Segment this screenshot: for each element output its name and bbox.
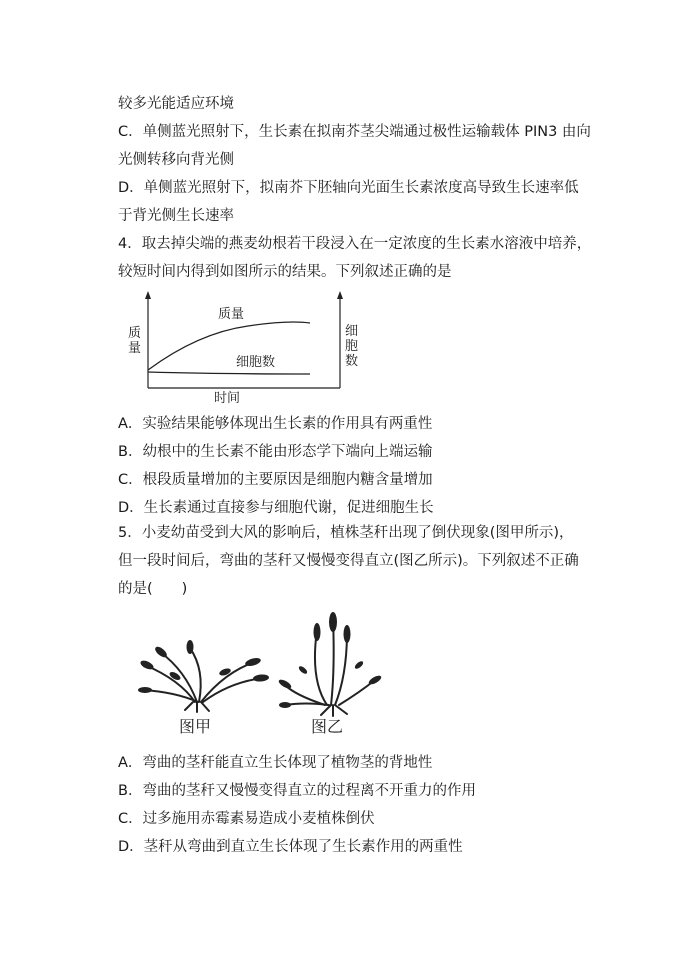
q4-option-b: B．幼根中的生长素不能由形态学下端向上端运输 <box>118 444 433 460</box>
q5-figure <box>135 610 385 740</box>
q4-option-a: A．实验结果能够体现出生长素的作用具有两重性 <box>118 416 433 432</box>
q3-option-d: D．单侧蓝光照射下，拟南芥下胚轴向光面生长素浓度高导致生长速率低 <box>118 180 579 196</box>
right-axis-arrow <box>337 291 343 299</box>
right-axis-label: 细胞数 <box>345 324 359 369</box>
q5-option-c: C．过多施用赤霉素易造成小麦植株倒伏 <box>118 811 375 827</box>
q5-stem-cont-2: 的是( ) <box>118 581 188 597</box>
q3-text-line: 较多光能适应环境 <box>118 96 234 112</box>
q4-stem-cont: 较短时间内得到如图所示的结果。下列叙述正确的是 <box>118 264 452 280</box>
q3-option-c: C．单侧蓝光照射下，生长素在拟南芥茎尖端通过极性运输载体 PIN3 由向 <box>118 124 591 140</box>
q3-option-d-cont: 于背光侧生长速率 <box>118 208 234 224</box>
q3-option-c-cont: 光侧转移向背光侧 <box>118 152 234 168</box>
q4-stem: 4．取去掉尖端的燕麦幼根若干段浸入在一定浓度的生长素水溶液中培养， <box>118 236 592 252</box>
upright-wheat-illustration <box>277 612 382 716</box>
q5-option-a: A．弯曲的茎秆能直立生长体现了植物茎的背地性 <box>118 755 433 771</box>
q4-option-d: D．生长素通过直接参与细胞代谢，促进细胞生长 <box>118 500 434 516</box>
mass-curve <box>148 322 310 370</box>
right-figure-caption: 图乙 <box>311 717 344 736</box>
left-figure-caption: 图甲 <box>179 717 212 736</box>
q5-stem-cont: 但一段时间后，弯曲的茎秆又慢慢变得直立(图乙所示)。下列叙述不正确 <box>118 553 579 569</box>
left-axis-arrow <box>145 291 151 299</box>
left-axis-label: 质量 <box>128 326 142 356</box>
curve-top-label: 质量 <box>218 307 245 322</box>
q4-graph <box>118 288 368 406</box>
x-axis-label: 时间 <box>214 391 241 406</box>
lodged-wheat-illustration <box>138 640 269 712</box>
q5-option-b: B．弯曲的茎秆又慢慢变得直立的过程离不开重力的作用 <box>118 783 476 799</box>
q4-option-c: C．根段质量增加的主要原因是细胞内糖含量增加 <box>118 472 433 488</box>
q5-option-d: D．茎秆从弯曲到直立生长体现了生长素作用的两重性 <box>118 839 463 855</box>
curve-bottom-label: 细胞数 <box>236 355 276 370</box>
cell-count-curve <box>148 372 310 374</box>
q5-stem: 5．小麦幼苗受到大风的影响后，植株茎秆出现了倒伏现象(图甲所示)， <box>118 525 574 541</box>
